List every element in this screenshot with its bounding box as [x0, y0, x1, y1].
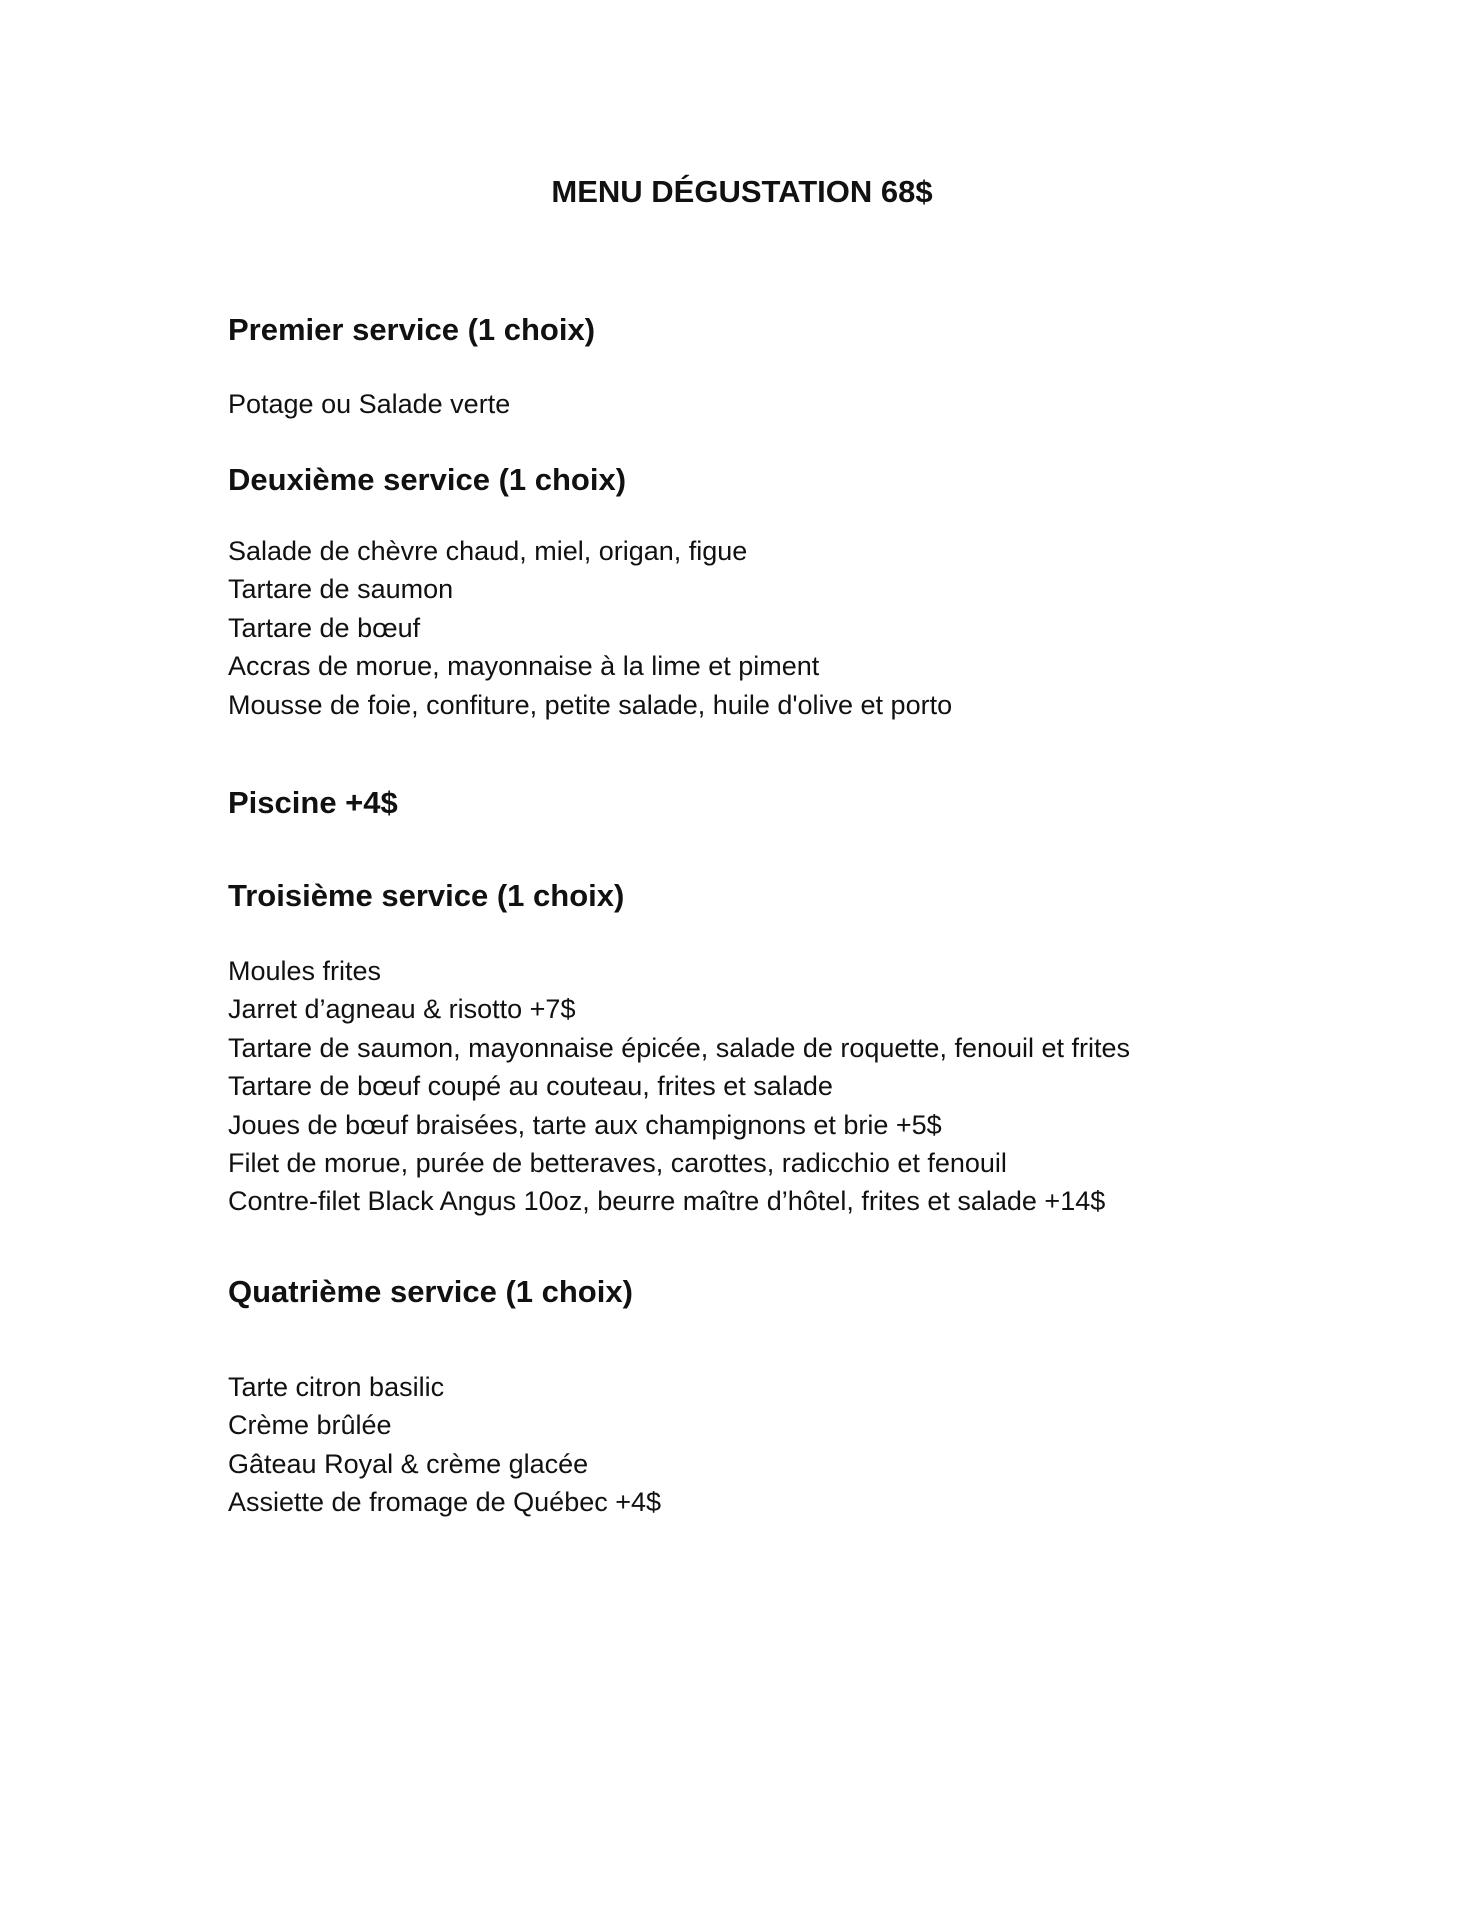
section-heading-deuxieme-service: Deuxième service (1 choix): [228, 462, 627, 497]
section-heading-troisieme-service: Troisième service (1 choix): [228, 878, 625, 913]
menu-item: Tartare de bœuf coupé au couteau, frites et salade: [228, 1071, 833, 1102]
menu-item: Accras de morue, mayonnaise à la lime et piment: [228, 651, 820, 682]
section-items-premier-service: [228, 385, 510, 423]
section-items-quatrieme-service: [228, 1368, 661, 1522]
menu-item: Moules frites: [228, 956, 382, 986]
menu-item: Tartare de saumon: [228, 574, 454, 605]
menu-item: Gâteau Royal & crème glacée: [228, 1448, 589, 1479]
menu-item: Salade de chèvre chaud, miel, origan, figue: [228, 536, 748, 566]
menu-item: Tarte citron basilic: [228, 1372, 445, 1402]
menu-item: Filet de morue, purée de betteraves, carottes, radicchio et fenouil: [228, 1148, 1007, 1179]
menu-item: Assiette de fromage de Québec +4$: [228, 1487, 662, 1518]
section-items-troisieme-service: [228, 952, 1130, 1221]
menu-item: Crème brûlée: [228, 1410, 392, 1441]
section-heading-quatrieme-service: Quatrième service (1 choix): [228, 1274, 633, 1309]
menu-item: Jarret d’agneau & risotto +7$: [228, 994, 576, 1025]
section-items-deuxieme-service: [228, 532, 952, 724]
menu-item: Tartare de saumon, mayonnaise épicée, salade de roquette, fenouil et frites: [228, 1032, 1131, 1063]
menu-item: Potage ou Salade verte: [228, 389, 511, 419]
menu-item: Joues de bœuf braisées, tarte aux champignons et brie +5$: [228, 1109, 942, 1140]
section-heading-premier-service: Premier service (1 choix): [228, 312, 596, 347]
menu-item: Mousse de foie, confiture, petite salade, huile d'olive et porto: [228, 689, 953, 720]
menu-title: MENU DÉGUSTATION 68$: [551, 174, 933, 209]
section-heading-piscine: Piscine +4$: [228, 785, 398, 820]
menu-item: Tartare de bœuf: [228, 612, 421, 643]
menu-item: Contre-filet Black Angus 10oz, beurre maître d’hôtel, frites et salade +14$: [228, 1186, 1106, 1217]
